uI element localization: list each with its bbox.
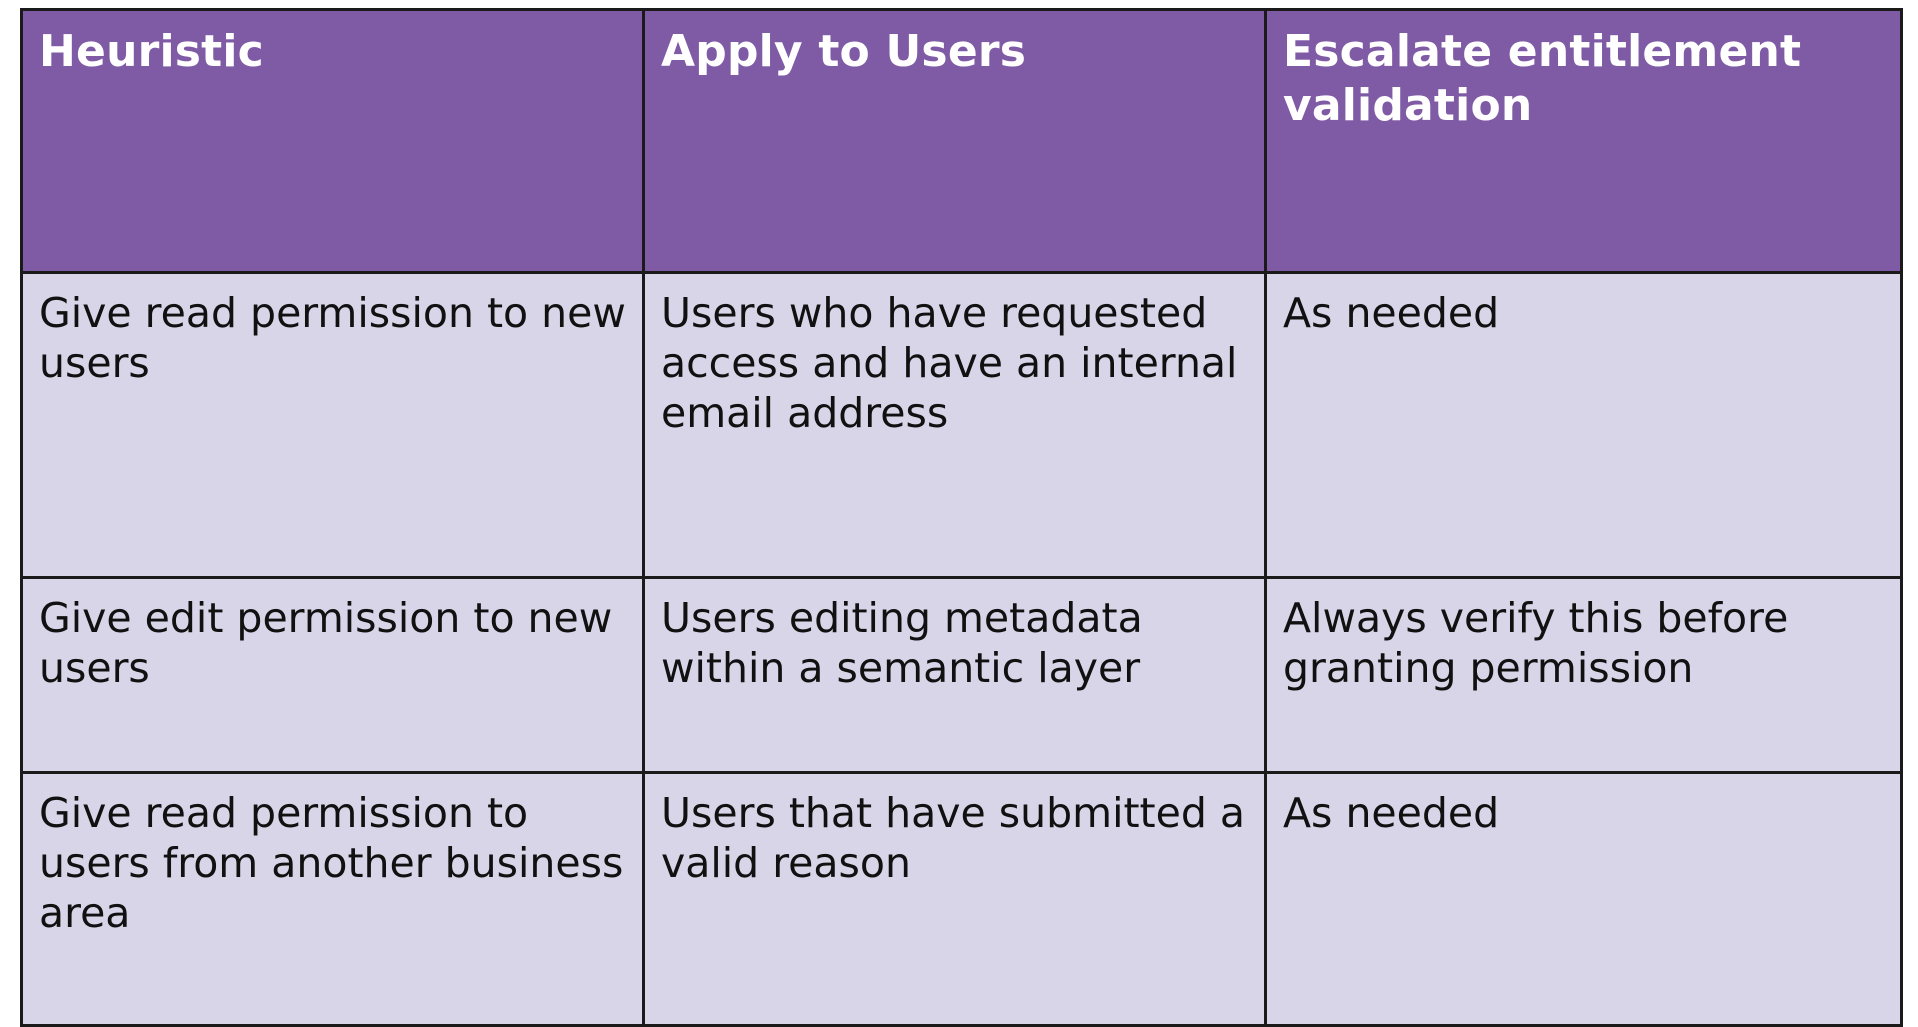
table-header-row (22, 10, 1902, 273)
table-row (22, 773, 1902, 1026)
cell-heuristic: Give edit permission to new users (22, 578, 644, 773)
cell-escalate: Always verify this before granting permission (1266, 578, 1902, 773)
column-header-apply-to-users: Apply to Users (644, 10, 1266, 273)
heuristic-table (20, 8, 1903, 1027)
table-row (22, 578, 1902, 773)
cell-escalate: As needed (1266, 273, 1902, 578)
heuristic-table-container (20, 8, 1900, 1027)
column-header-heuristic: Heuristic (22, 10, 644, 273)
cell-heuristic: Give read permission to new users (22, 273, 644, 578)
cell-apply-to-users: Users who have requested access and have an internal email address (644, 273, 1266, 578)
column-header-escalate-entitlement-validation: Escalate entitlement validation (1266, 10, 1902, 273)
table-header (22, 10, 1902, 273)
cell-apply-to-users: Users editing metadata within a semantic layer (644, 578, 1266, 773)
cell-heuristic: Give read permission to users from another business area (22, 773, 644, 1026)
cell-escalate: As needed (1266, 773, 1902, 1026)
table-body (22, 273, 1902, 1026)
cell-apply-to-users: Users that have submitted a valid reason (644, 773, 1266, 1026)
table-row (22, 273, 1902, 578)
